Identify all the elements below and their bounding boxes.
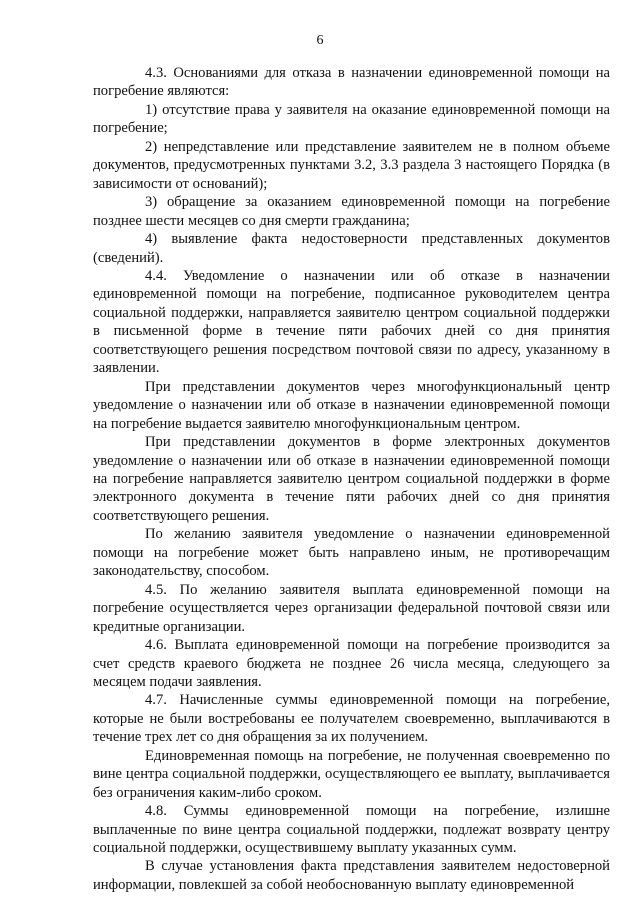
paragraph-4-3-item-1: 1) отсутствие права у заявителя на оказание единовременной помощи на погребение; (93, 101, 610, 137)
paragraph-4-4: 4.4. Уведомление о назначении или об отказе в назначении единовременной помощи на погребение, подписанное руководителем центра социальной поддержки, направляется заявителю центром социальной поддержки в письменной форме в течение пяти рабочих дней со дня принятия соответствующего решения посредством почтовой связи по адресу, указанному в заявлении. (93, 267, 610, 377)
paragraph-other-method: По желанию заявителя уведомление о назначении единовременной помощи на погребение может быть направлено иным, не противоречащим законодательству, способом. (93, 526, 610, 580)
paragraph-4-3-item-2: 2) непредставление или представление заявителем не в полном объеме документов, предусмотренных пунктами 3.2, 3.3 раздела 3 настоящего Порядка (в зависимости от оснований); (93, 138, 610, 192)
paragraph-mfc-notice: При представлении документов через многофункциональный центр уведомление о назначении или об отказе в назначении единовременной помощи на погребение выдается заявителю многофункциональным центром. (93, 378, 610, 432)
paragraph-unclaimed-payment: Единовременная помощь на погребение, не полученная своевременно по вине центра социальной поддержки, осуществляющего ее выплату, выплачивается без ограничения каким-либо сроком. (93, 747, 610, 801)
paragraph-4-3-item-3: 3) обращение за оказанием единовременной помощи на погребение позднее шести месяцев со дня смерти гражданина; (93, 194, 610, 229)
paragraph-4-7: 4.7. Начисленные суммы единовременной помощи на погребение, которые не были востребованы ее получателем своевременно, выплачиваются в течение трех лет со дня обращения за их получением. (93, 692, 610, 746)
paragraph-4-3-item-4: 4) выявление факта недостоверности представленных документов (сведений). (93, 231, 610, 266)
paragraph-4-6: 4.6. Выплата единовременной помощи на погребение производится за счет средств краевого бюджета не позднее 26 числа месяца, следующего за месяцем подачи заявления. (93, 637, 610, 690)
paragraph-4-3: 4.3. Основаниями для отказа в назначении единовременной помощи на погребение являются: (93, 65, 610, 100)
paragraph-electronic-notice: При представлении документов в форме электронных документов уведомление о назначении или об отказе в назначении единовременной помощи на погребение направляется заявителю центром социальной поддержки в форме электронного документа в течение пяти рабочих дней со дня принятия соответствующего решения. (93, 434, 610, 524)
paragraph-false-information: В случае установления факта представления заявителем недостоверной информации, повлекшей за собой необоснованную выплату единовременной (93, 858, 610, 893)
page-number: 6 (316, 33, 324, 48)
paragraph-4-8: 4.8. Суммы единовременной помощи на погребение, излишне выплаченные по вине центра социальной поддержки, подлежат возврату центру социальной поддержки, осуществившему выплату указанных сумм. (93, 803, 610, 857)
paragraph-4-5: 4.5. По желанию заявителя выплата единовременной помощи на погребение осуществляется через организации федеральной почтовой связи или кредитные организации. (93, 581, 610, 635)
document-body (93, 64, 610, 894)
